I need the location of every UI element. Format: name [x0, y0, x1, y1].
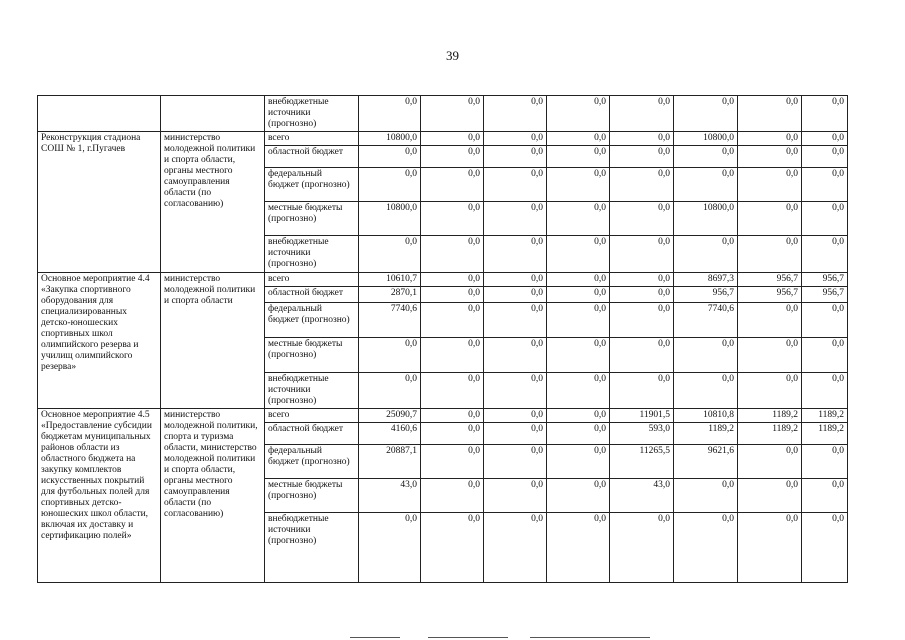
value-cell: 956,7	[738, 287, 802, 303]
value-cell: 0,0	[359, 373, 421, 409]
source-cell: федеральный бюджет (прогнозно)	[265, 168, 359, 202]
value-cell: 0,0	[674, 168, 738, 202]
event-cell	[38, 96, 161, 132]
budget-table	[37, 95, 848, 583]
value-cell: 0,0	[610, 96, 674, 132]
value-cell: 0,0	[547, 409, 610, 423]
value-cell: 10800,0	[674, 202, 738, 236]
value-cell: 0,0	[421, 168, 484, 202]
value-cell: 0,0	[738, 373, 802, 409]
source-cell: местные бюджеты (прогнозно)	[265, 479, 359, 513]
value-cell: 956,7	[802, 287, 848, 303]
value-cell: 0,0	[547, 168, 610, 202]
value-cell: 0,0	[738, 96, 802, 132]
source-cell: областной бюджет	[265, 146, 359, 168]
value-cell: 0,0	[484, 303, 547, 338]
value-cell: 0,0	[547, 303, 610, 338]
source-cell: местные бюджеты (прогнозно)	[265, 338, 359, 373]
value-cell: 0,0	[610, 513, 674, 583]
table-row	[38, 96, 848, 132]
value-cell: 0,0	[738, 236, 802, 273]
value-cell: 0,0	[547, 479, 610, 513]
value-cell: 0,0	[610, 287, 674, 303]
value-cell: 0,0	[547, 445, 610, 479]
value-cell: 0,0	[738, 513, 802, 583]
value-cell: 0,0	[547, 236, 610, 273]
value-cell: 10800,0	[359, 132, 421, 146]
value-cell: 0,0	[359, 236, 421, 273]
value-cell: 0,0	[421, 146, 484, 168]
source-cell: местные бюджеты (прогнозно)	[265, 202, 359, 236]
value-cell: 0,0	[738, 146, 802, 168]
value-cell: 0,0	[484, 409, 547, 423]
value-cell: 0,0	[610, 202, 674, 236]
value-cell: 8697,3	[674, 273, 738, 287]
value-cell: 0,0	[802, 373, 848, 409]
value-cell: 0,0	[738, 202, 802, 236]
value-cell: 0,0	[484, 513, 547, 583]
value-cell: 0,0	[484, 96, 547, 132]
value-cell: 0,0	[421, 338, 484, 373]
value-cell: 0,0	[802, 236, 848, 273]
source-cell: всего	[265, 132, 359, 146]
value-cell: 20887,1	[359, 445, 421, 479]
value-cell: 0,0	[610, 273, 674, 287]
value-cell: 0,0	[547, 132, 610, 146]
value-cell: 0,0	[547, 513, 610, 583]
value-cell: 0,0	[547, 146, 610, 168]
value-cell: 0,0	[802, 338, 848, 373]
value-cell: 0,0	[802, 513, 848, 583]
value-cell: 1189,2	[802, 423, 848, 445]
value-cell: 0,0	[802, 146, 848, 168]
value-cell: 0,0	[738, 338, 802, 373]
value-cell: 0,0	[421, 202, 484, 236]
executor-cell: министерство молодежной политики, спорта и туризма области, министерство молодежной политики и спорта области, органы местного самоуправления области (по согласованию)	[161, 409, 265, 583]
value-cell: 10800,0	[359, 202, 421, 236]
value-cell: 0,0	[674, 96, 738, 132]
executor-cell	[161, 96, 265, 132]
value-cell: 0,0	[484, 423, 547, 445]
value-cell: 0,0	[484, 202, 547, 236]
value-cell: 0,0	[802, 479, 848, 513]
page-number: 39	[446, 48, 459, 63]
source-cell: областной бюджет	[265, 423, 359, 445]
value-cell: 0,0	[610, 303, 674, 338]
value-cell: 0,0	[547, 373, 610, 409]
value-cell: 43,0	[610, 479, 674, 513]
value-cell: 0,0	[484, 273, 547, 287]
value-cell: 7740,6	[674, 303, 738, 338]
value-cell: 0,0	[484, 338, 547, 373]
source-cell: внебюджетные источники (прогнозно)	[265, 236, 359, 273]
value-cell: 0,0	[547, 96, 610, 132]
source-cell: внебюджетные источники (прогнозно)	[265, 373, 359, 409]
value-cell: 0,0	[610, 373, 674, 409]
value-cell: 956,7	[738, 273, 802, 287]
value-cell: 0,0	[738, 303, 802, 338]
value-cell: 9621,6	[674, 445, 738, 479]
value-cell: 0,0	[610, 338, 674, 373]
value-cell: 0,0	[674, 146, 738, 168]
bottom-mark	[530, 637, 650, 638]
value-cell: 0,0	[421, 96, 484, 132]
value-cell: 10800,0	[674, 132, 738, 146]
bottom-mark	[428, 637, 508, 638]
value-cell: 25090,7	[359, 409, 421, 423]
value-cell: 0,0	[674, 513, 738, 583]
value-cell: 0,0	[421, 479, 484, 513]
value-cell: 1189,2	[674, 423, 738, 445]
table-row	[38, 409, 848, 423]
table-row	[38, 132, 848, 146]
source-cell: областной бюджет	[265, 287, 359, 303]
value-cell: 0,0	[802, 96, 848, 132]
value-cell: 10810,8	[674, 409, 738, 423]
value-cell: 0,0	[674, 338, 738, 373]
value-cell: 0,0	[359, 338, 421, 373]
event-cell: Реконструкция стадиона СОШ № 1, г.Пугачев	[38, 132, 161, 273]
value-cell: 0,0	[802, 202, 848, 236]
value-cell: 0,0	[738, 132, 802, 146]
value-cell: 0,0	[610, 168, 674, 202]
value-cell: 0,0	[359, 168, 421, 202]
value-cell: 0,0	[421, 409, 484, 423]
value-cell: 2870,1	[359, 287, 421, 303]
event-cell: Основное мероприятие 4.4 «Закупка спортивного оборудования для специализированных детско-юношеских спортивных школ олимпийского резерва и училищ олимпийского резерва»	[38, 273, 161, 409]
value-cell: 0,0	[547, 202, 610, 236]
value-cell: 11265,5	[610, 445, 674, 479]
value-cell: 0,0	[738, 168, 802, 202]
value-cell: 0,0	[802, 132, 848, 146]
value-cell: 0,0	[484, 146, 547, 168]
source-cell: внебюджетные источники (прогнозно)	[265, 513, 359, 583]
value-cell: 0,0	[610, 236, 674, 273]
value-cell: 0,0	[421, 373, 484, 409]
value-cell: 0,0	[421, 132, 484, 146]
value-cell: 0,0	[484, 132, 547, 146]
value-cell: 956,7	[674, 287, 738, 303]
value-cell: 0,0	[359, 96, 421, 132]
value-cell: 0,0	[484, 287, 547, 303]
value-cell: 0,0	[802, 168, 848, 202]
value-cell: 10610,7	[359, 273, 421, 287]
value-cell: 0,0	[484, 479, 547, 513]
value-cell: 0,0	[484, 445, 547, 479]
value-cell: 0,0	[738, 479, 802, 513]
table-row	[38, 273, 848, 287]
value-cell: 0,0	[547, 338, 610, 373]
value-cell: 1189,2	[802, 409, 848, 423]
value-cell: 1189,2	[738, 409, 802, 423]
source-cell: внебюджетные источники (прогнозно)	[265, 96, 359, 132]
value-cell: 0,0	[674, 373, 738, 409]
source-cell: всего	[265, 273, 359, 287]
value-cell: 0,0	[610, 146, 674, 168]
value-cell: 0,0	[610, 132, 674, 146]
source-cell: федеральный бюджет (прогнозно)	[265, 445, 359, 479]
value-cell: 0,0	[359, 513, 421, 583]
value-cell: 0,0	[421, 423, 484, 445]
source-cell: федеральный бюджет (прогнозно)	[265, 303, 359, 338]
value-cell: 0,0	[547, 273, 610, 287]
event-cell: Основное мероприятие 4.5 «Предоставление субсидии бюджетам муниципальных районов области из областного бюджета на закупку комплектов искусственных покрытий для футбольных полей для спортивных детско-юношеских школ области, включая их доставку и сертификацию полей»	[38, 409, 161, 583]
value-cell: 0,0	[674, 479, 738, 513]
executor-cell: министерство молодежной политики и спорта области, органы местного самоуправления области (по согласованию)	[161, 132, 265, 273]
value-cell: 0,0	[484, 236, 547, 273]
value-cell: 956,7	[802, 273, 848, 287]
bottom-mark	[350, 637, 400, 638]
value-cell: 43,0	[359, 479, 421, 513]
value-cell: 0,0	[421, 236, 484, 273]
value-cell: 0,0	[421, 513, 484, 583]
executor-cell: министерство молодежной политики и спорта области	[161, 273, 265, 409]
source-cell: всего	[265, 409, 359, 423]
value-cell: 0,0	[421, 445, 484, 479]
value-cell: 0,0	[359, 146, 421, 168]
value-cell: 0,0	[484, 373, 547, 409]
value-cell: 0,0	[802, 445, 848, 479]
value-cell: 0,0	[674, 236, 738, 273]
value-cell: 0,0	[421, 287, 484, 303]
value-cell: 0,0	[802, 303, 848, 338]
value-cell: 0,0	[547, 287, 610, 303]
value-cell: 7740,6	[359, 303, 421, 338]
value-cell: 0,0	[547, 423, 610, 445]
value-cell: 593,0	[610, 423, 674, 445]
value-cell: 0,0	[738, 445, 802, 479]
value-cell: 0,0	[421, 303, 484, 338]
value-cell: 0,0	[421, 273, 484, 287]
value-cell: 11901,5	[610, 409, 674, 423]
value-cell: 1189,2	[738, 423, 802, 445]
value-cell: 0,0	[484, 168, 547, 202]
value-cell: 4160,6	[359, 423, 421, 445]
